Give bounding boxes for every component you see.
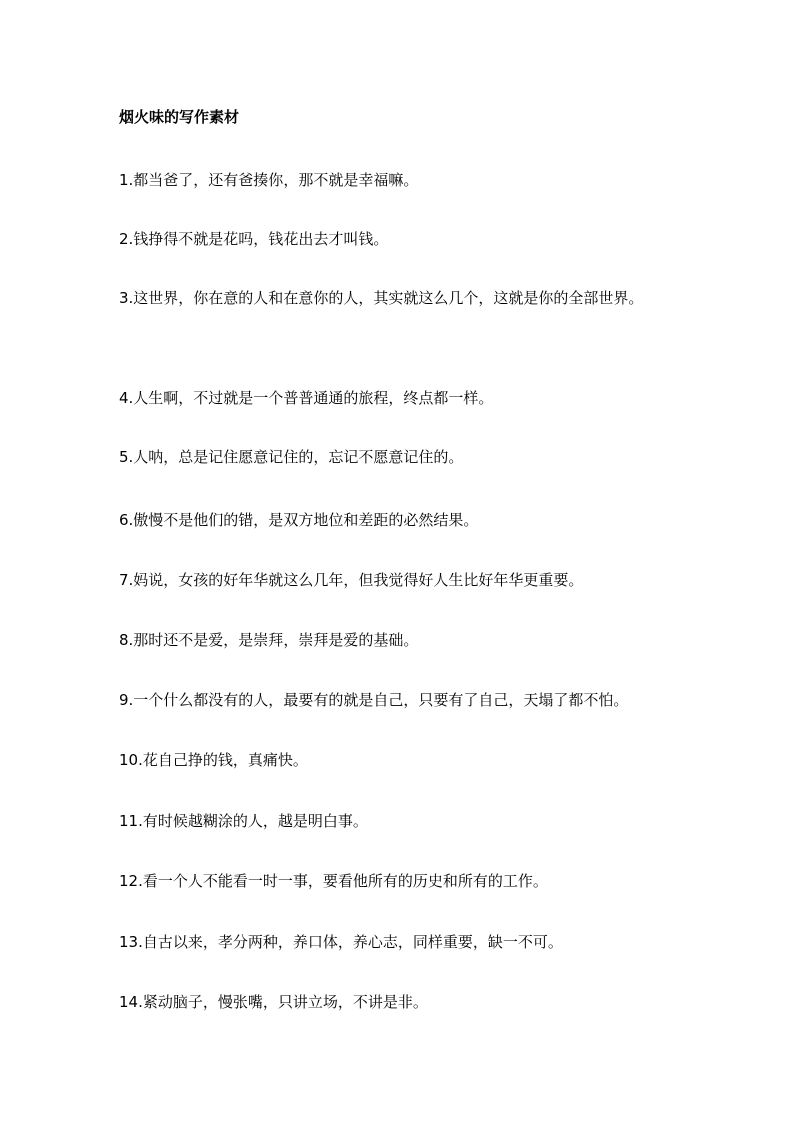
paragraph-7: 7.妈说，女孩的好年华就这么几年，但我觉得好人生比好年华更重要。 [119, 571, 584, 589]
paragraph-11: 11.有时候越糊涂的人，越是明白事。 [119, 812, 368, 830]
paragraph-8: 8.那时还不是爱，是崇拜，崇拜是爱的基础。 [119, 631, 419, 649]
paragraph-13: 13.自古以来，孝分两种，养口体，养心志，同样重要，缺一不可。 [119, 933, 563, 951]
paragraph-1: 1.都当爸了，还有爸揍你，那不就是幸福嘛。 [119, 171, 419, 189]
paragraph-3: 3.这世界，你在意的人和在意你的人，其实就这么几个，这就是你的全部世界。 [119, 289, 644, 307]
paragraph-5: 5.人呐，总是记住愿意记住的，忘记不愿意记住的。 [119, 448, 464, 466]
paragraph-10: 10.花自己挣的钱，真痛快。 [119, 751, 308, 769]
paragraph-2: 2.钱挣得不就是花吗，钱花出去才叫钱。 [119, 230, 389, 248]
paragraph-14: 14.紧动脑子，慢张嘴，只讲立场，不讲是非。 [119, 993, 428, 1011]
document-title: 烟火味的写作素材 [119, 108, 240, 126]
paragraph-12: 12.看一个人不能看一时一事，要看他所有的历史和所有的工作。 [119, 872, 548, 890]
paragraph-6: 6.傲慢不是他们的错，是双方地位和差距的必然结果。 [119, 511, 479, 529]
paragraph-9: 9.一个什么都没有的人，最要有的就是自己，只要有了自己，天塌了都不怕。 [119, 691, 629, 709]
paragraph-4: 4.人生啊，不过就是一个普普通通的旅程，终点都一样。 [119, 389, 494, 407]
